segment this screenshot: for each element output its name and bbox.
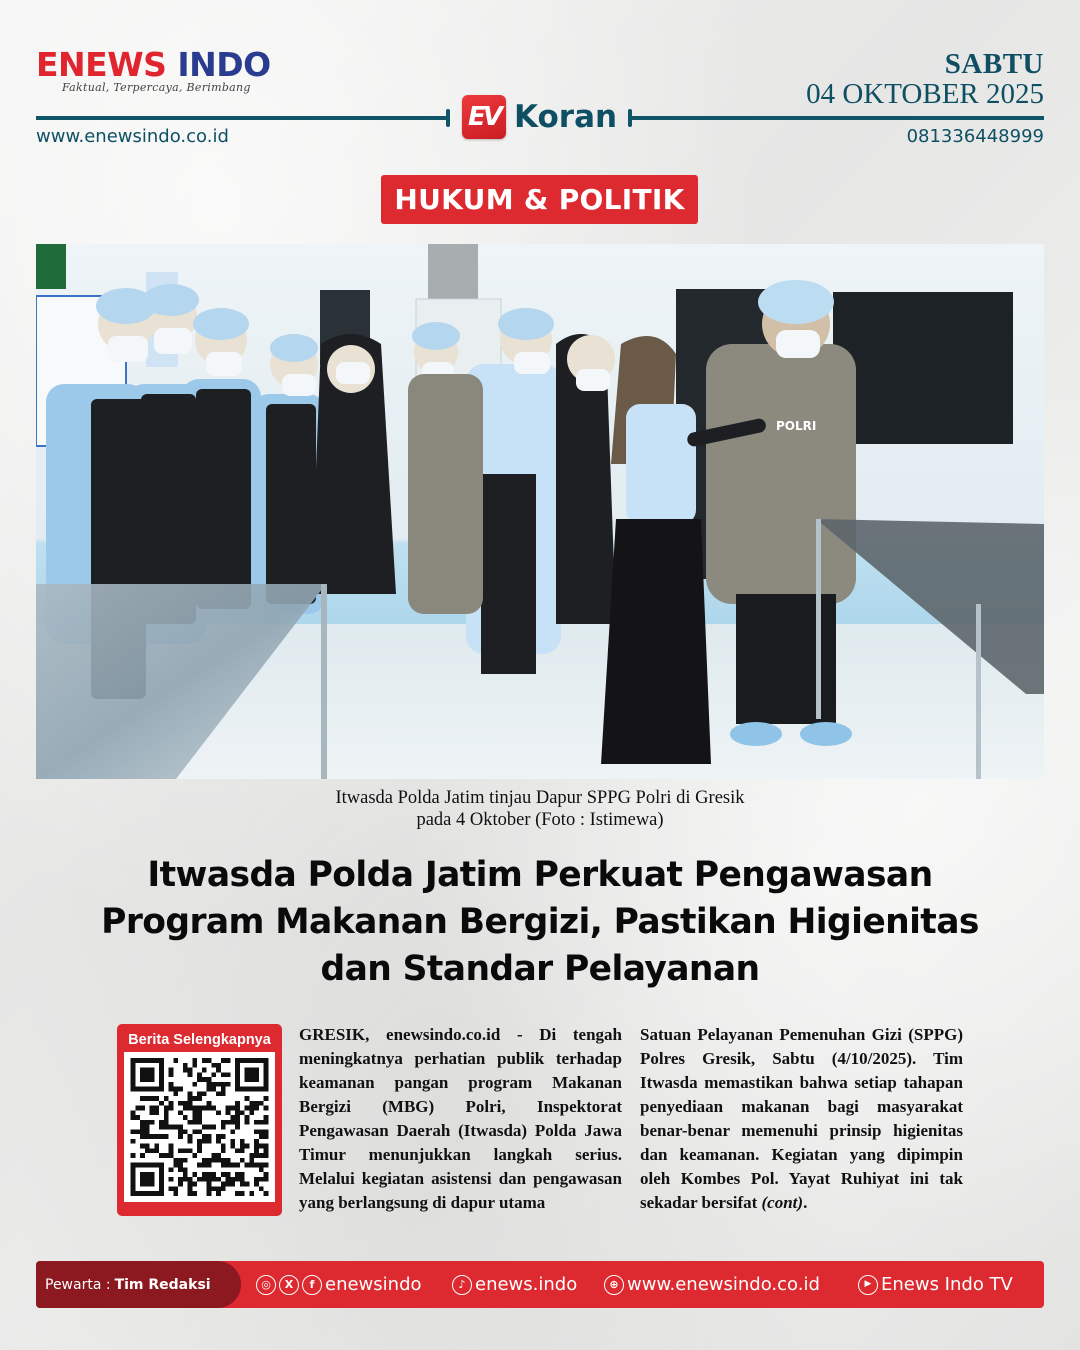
x-icon[interactable]: X	[279, 1275, 299, 1295]
date-day: SABTU	[944, 48, 1044, 80]
footer-youtube[interactable]	[858, 1261, 1013, 1308]
header-rule-cap-right	[628, 109, 632, 127]
qr-card[interactable]	[117, 1024, 282, 1216]
brand-name-indo: INDO	[177, 45, 271, 84]
footer-website-link[interactable]: www.enewsindo.co.id	[627, 1274, 820, 1295]
officer-left	[408, 374, 483, 614]
footer-tiktok[interactable]	[452, 1261, 577, 1308]
qr-code-icon	[130, 1058, 269, 1196]
qr-code[interactable]	[124, 1052, 275, 1202]
article-column-2	[640, 1023, 963, 1215]
headline-line-1: Itwasda Polda Jatim Perkuat Pengawasan	[147, 855, 933, 895]
tiktok-handle[interactable]: enews.indo	[475, 1274, 578, 1295]
uniform-label: POLRI	[776, 419, 817, 433]
footer-website[interactable]	[604, 1261, 820, 1308]
header-rule-left	[36, 116, 448, 120]
edition-date	[806, 50, 1044, 110]
continued-marker: (cont)	[761, 1193, 804, 1212]
tiktok-icon[interactable]: ♪	[452, 1275, 472, 1295]
reporter-label: Pewarta :	[45, 1276, 111, 1293]
header-website-link[interactable]: www.enewsindo.co.id	[36, 126, 229, 147]
article-column-2-text: Satuan Pelayanan Pemenuhan Gizi (SPPG) Polres Gresik, Sabtu (4/10/2025). Tim Itwasda memastikan bahwa setiap tahapan penyediaan makanan bagi masyarakat benar-benar memenuhi prinsip higienitas dan keamanan. Kegiatan yang dipimpin oleh Kombes Pol. Yayat Ruhiyat ini tak sekadar bersifat	[640, 1025, 963, 1212]
youtube-channel[interactable]: Enews Indo TV	[881, 1274, 1013, 1295]
caption-line-1: Itwasda Polda Jatim tinjau Dapur SPPG Polri di Gresik	[335, 788, 745, 808]
edition-badge	[462, 95, 617, 139]
photo-illustration	[36, 244, 1044, 779]
brand-name	[36, 46, 296, 84]
instagram-icon[interactable]: ◎	[256, 1275, 276, 1295]
reporter-name: Tim Redaksi	[114, 1276, 211, 1293]
headline-line-2: Program Makanan Bergizi, Pastikan Higienitas	[101, 902, 979, 942]
article-headline	[30, 852, 1050, 993]
photo-caption	[0, 787, 1080, 831]
caption-line-2: pada 4 Oktober (Foto : Istimewa)	[416, 810, 664, 830]
edition-label: Koran	[514, 99, 618, 135]
brand-logo	[36, 46, 296, 94]
article-photo	[36, 244, 1044, 779]
ev-logo-icon: EV	[462, 95, 506, 139]
headline-line-3: dan Standar Pelayanan	[320, 949, 760, 989]
article-column-1: GRESIK, enewsindo.co.id - Di tengah meningkatnya perhatian publik terhadap keamanan pangan program Makanan Bergizi (MBG) Polri, Inspektorat Pengawasan Daerah (Itwasda) Polda Jawa Timur menunjukkan langkah serius. Melalui kegiatan asistensi dan pengawasan yang berlangsung di dapur utama	[299, 1025, 622, 1212]
header-rule-right	[630, 116, 1044, 120]
reporter-credit	[36, 1261, 241, 1308]
brand-name-enews: ENEWS	[36, 45, 167, 84]
facebook-icon[interactable]: f	[302, 1275, 322, 1295]
date-full: 04 OKTOBER 2025	[806, 78, 1044, 110]
footer-bar	[36, 1261, 1044, 1308]
social-handle-text[interactable]: enewsindo	[325, 1274, 422, 1295]
footer-social-handle[interactable]	[256, 1261, 422, 1308]
header-phone: 081336448999	[906, 126, 1044, 147]
brand-tagline: Faktual, Terpercaya, Berimbang	[62, 81, 251, 94]
youtube-icon[interactable]: ▶	[858, 1275, 878, 1295]
header-rule-cap-left	[446, 109, 450, 127]
globe-icon[interactable]: ⊕	[604, 1275, 624, 1295]
dark-window	[833, 292, 1013, 444]
qr-label: Berita Selengkapnya	[128, 1032, 271, 1048]
article-end-punct: .	[803, 1193, 808, 1212]
wall-sign	[36, 244, 66, 289]
category-badge: HUKUM & POLITIK	[381, 175, 698, 224]
